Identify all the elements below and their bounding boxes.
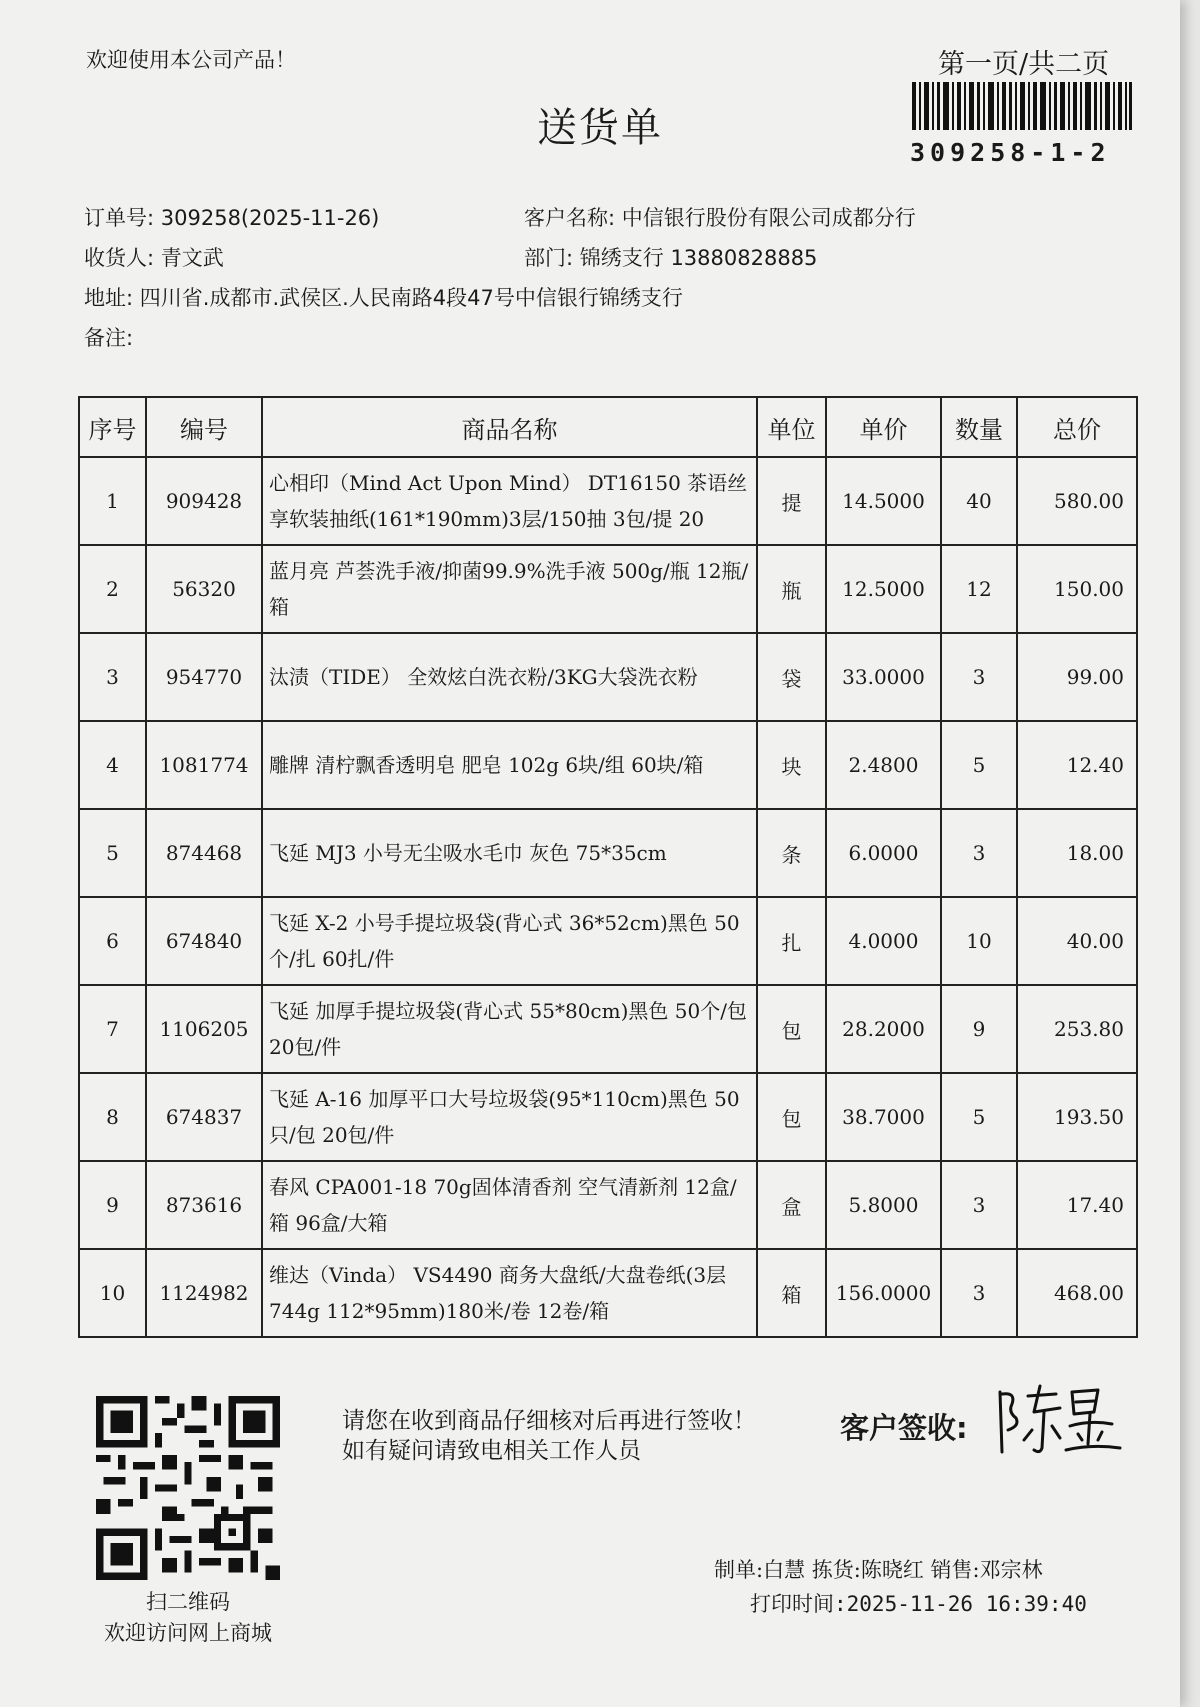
address-row	[84, 282, 683, 312]
row-total: 99.00	[1017, 633, 1137, 721]
qr-caption-scan: 扫二维码	[146, 1590, 230, 1614]
document-title: 送货单	[537, 105, 663, 151]
row-name: 蓝月亮 芦荟洗手液/抑菌99.9%洗手液 500g/瓶 12瓶/箱	[262, 545, 757, 633]
table-row	[79, 1249, 1137, 1337]
row-seq: 5	[79, 809, 146, 897]
table-row	[79, 985, 1137, 1073]
barcode-number: 309258-1-2	[910, 138, 1111, 167]
receiver-label: 收货人:	[84, 246, 155, 270]
row-name: 春风 CPA001-18 70g固体清香剂 空气清新剂 12盒/箱 96盒/大箱	[262, 1161, 757, 1249]
col-header-total: 总价	[1017, 397, 1137, 457]
row-total: 193.50	[1017, 1073, 1137, 1161]
row-price: 28.2000	[826, 985, 941, 1073]
row-unit: 箱	[757, 1249, 826, 1337]
print-time: 打印时间:2025-11-26 16:39:40	[750, 1592, 1087, 1616]
row-unit: 包	[757, 1073, 826, 1161]
row-unit: 瓶	[757, 545, 826, 633]
row-qty: 12	[941, 545, 1017, 633]
row-total: 17.40	[1017, 1161, 1137, 1249]
address-label: 地址:	[84, 286, 134, 310]
row-price: 5.8000	[826, 1161, 941, 1249]
row-price: 4.0000	[826, 897, 941, 985]
row-qty: 3	[941, 1161, 1017, 1249]
table-row	[79, 545, 1137, 633]
row-seq: 8	[79, 1073, 146, 1161]
row-total: 12.40	[1017, 721, 1137, 809]
row-total: 150.00	[1017, 545, 1137, 633]
table-row	[79, 721, 1137, 809]
address-value: 四川省.成都市.武侯区.人民南路4段47号中信银行锦绣支行	[139, 286, 683, 310]
row-seq: 10	[79, 1249, 146, 1337]
row-name: 雕牌 清柠飘香透明皂 肥皂 102g 6块/组 60块/箱	[262, 721, 757, 809]
row-total: 468.00	[1017, 1249, 1137, 1337]
row-code: 56320	[146, 545, 262, 633]
row-name: 飞延 加厚手提垃圾袋(背心式 55*80cm)黑色 50个/包 20包/件	[262, 985, 757, 1073]
row-total: 253.80	[1017, 985, 1137, 1073]
page-indicator: 第一页/共二页	[938, 49, 1110, 80]
row-price: 14.5000	[826, 457, 941, 545]
row-unit: 扎	[757, 897, 826, 985]
table-row	[79, 633, 1137, 721]
row-seq: 6	[79, 897, 146, 985]
row-name: 飞延 X-2 小号手提垃圾袋(背心式 36*52cm)黑色 50个/扎 60扎/件	[262, 897, 757, 985]
row-code: 909428	[146, 457, 262, 545]
row-unit: 袋	[757, 633, 826, 721]
row-price: 6.0000	[826, 809, 941, 897]
row-code: 954770	[146, 633, 262, 721]
row-qty: 5	[941, 721, 1017, 809]
table-header-row	[79, 397, 1137, 457]
row-unit: 盒	[757, 1161, 826, 1249]
row-price: 156.0000	[826, 1249, 941, 1337]
row-qty: 3	[941, 1249, 1017, 1337]
items-table	[78, 396, 1138, 1338]
welcome-text: 欢迎使用本公司产品！	[86, 48, 296, 72]
customer-name-label: 客户名称:	[524, 206, 616, 230]
order-number-value: 309258(2025-11-26)	[160, 206, 380, 230]
receiver-row	[84, 242, 224, 272]
row-price: 33.0000	[826, 633, 941, 721]
row-qty: 3	[941, 809, 1017, 897]
row-qty: 10	[941, 897, 1017, 985]
customer-signature-label: 客户签收:	[840, 1411, 968, 1445]
row-seq: 7	[79, 985, 146, 1073]
row-code: 1106205	[146, 985, 262, 1073]
row-seq: 1	[79, 457, 146, 545]
row-name: 维达（Vinda） VS4490 商务大盘纸/大盘卷纸(3层744g 112*95mm)180米/卷 12卷/箱	[262, 1249, 757, 1337]
check-notice: 请您在收到商品仔细核对后再进行签收！如有疑问请致电相关工作人员	[342, 1408, 756, 1464]
receiver-value: 青文武	[160, 246, 224, 270]
row-unit: 条	[757, 809, 826, 897]
row-qty: 40	[941, 457, 1017, 545]
row-total: 580.00	[1017, 457, 1137, 545]
remark-row	[84, 322, 133, 352]
col-header-price: 单价	[826, 397, 941, 457]
row-unit: 包	[757, 985, 826, 1073]
row-name: 飞延 A-16 加厚平口大号垃圾袋(95*110cm)黑色 50只/包 20包/件	[262, 1073, 757, 1161]
department-label: 部门:	[524, 246, 574, 270]
row-code: 1124982	[146, 1249, 262, 1337]
customer-name-row	[524, 202, 916, 232]
order-number-row	[84, 202, 379, 232]
table-row	[79, 1073, 1137, 1161]
row-name: 飞延 MJ3 小号无尘吸水毛巾 灰色 75*35cm	[262, 809, 757, 897]
row-code: 1081774	[146, 721, 262, 809]
handwritten-signature	[994, 1382, 1126, 1460]
row-name: 汰渍（TIDE） 全效炫白洗衣粉/3KG大袋洗衣粉	[262, 633, 757, 721]
row-seq: 9	[79, 1161, 146, 1249]
row-qty: 5	[941, 1073, 1017, 1161]
customer-name-value: 中信银行股份有限公司成都分行	[621, 206, 916, 230]
row-seq: 2	[79, 545, 146, 633]
row-seq: 3	[79, 633, 146, 721]
row-total: 18.00	[1017, 809, 1137, 897]
staff-info: 制单:白慧 拣货:陈晓红 销售:邓宗林	[714, 1558, 1043, 1582]
row-qty: 3	[941, 633, 1017, 721]
row-price: 2.4800	[826, 721, 941, 809]
table-row	[79, 809, 1137, 897]
qr-caption-shop: 欢迎访问网上商城	[104, 1621, 272, 1645]
order-number-label: 订单号:	[84, 206, 155, 230]
department-row	[524, 242, 817, 272]
row-qty: 9	[941, 985, 1017, 1073]
row-unit: 块	[757, 721, 826, 809]
col-header-code: 编号	[146, 397, 262, 457]
table-row	[79, 897, 1137, 985]
col-header-seq: 序号	[79, 397, 146, 457]
row-seq: 4	[79, 721, 146, 809]
row-unit: 提	[757, 457, 826, 545]
table-row	[79, 457, 1137, 545]
row-code: 674837	[146, 1073, 262, 1161]
col-header-qty: 数量	[941, 397, 1017, 457]
row-code: 674840	[146, 897, 262, 985]
col-header-unit: 单位	[757, 397, 826, 457]
row-name: 心相印（Mind Act Upon Mind） DT16150 茶语丝享软装抽纸(161*190mm)3层/150抽 3包/提 20	[262, 457, 757, 545]
remark-label: 备注:	[84, 326, 134, 350]
row-total: 40.00	[1017, 897, 1137, 985]
row-price: 38.7000	[826, 1073, 941, 1161]
col-header-name: 商品名称	[262, 397, 757, 457]
row-code: 873616	[146, 1161, 262, 1249]
table-row	[79, 1161, 1137, 1249]
qr-code-image	[96, 1396, 280, 1580]
department-value: 锦绣支行 13880828885	[579, 246, 818, 270]
row-code: 874468	[146, 809, 262, 897]
row-price: 12.5000	[826, 545, 941, 633]
